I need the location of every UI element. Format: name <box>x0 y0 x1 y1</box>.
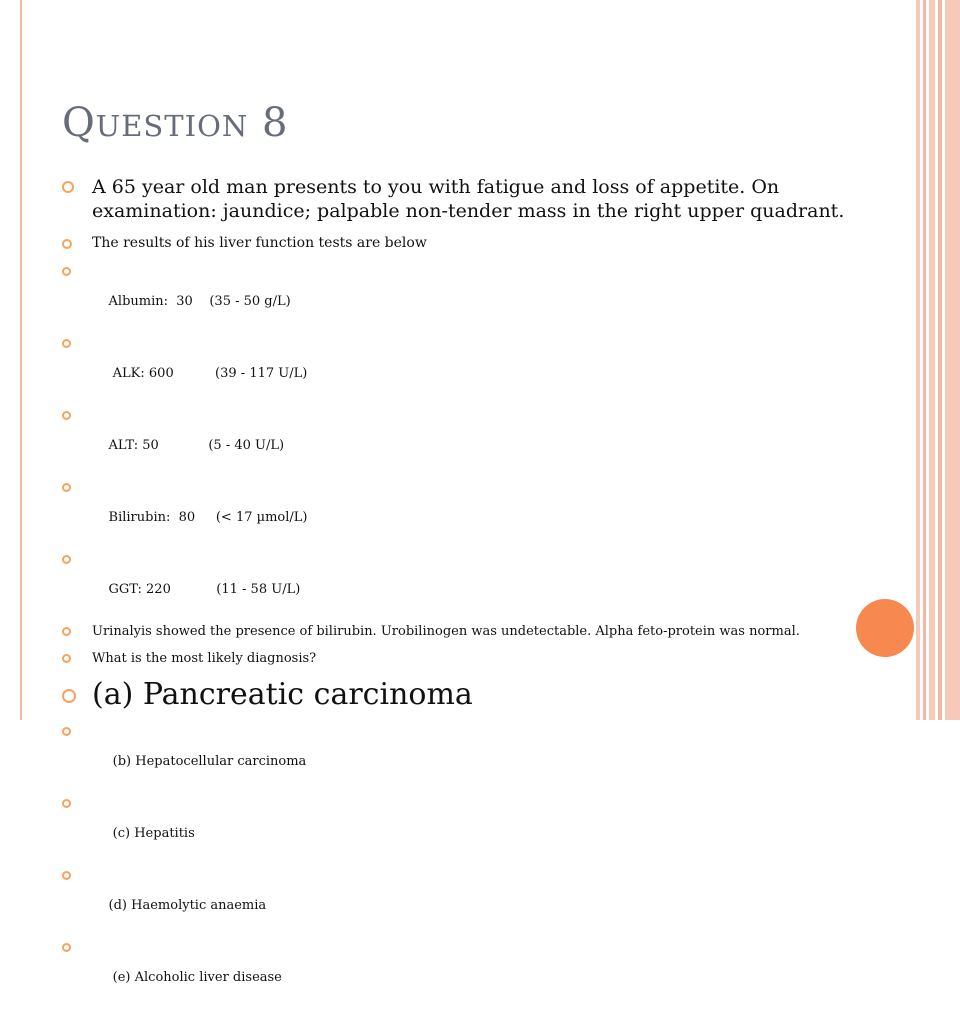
list-item-ggt <box>62 552 872 612</box>
item-text: The results of his liver function tests are below <box>92 235 427 251</box>
bullet-icon <box>62 654 71 663</box>
bullet-icon <box>62 555 71 564</box>
list-item-question <box>62 651 872 666</box>
title-first-letter: Q <box>62 100 96 146</box>
bullet-icon <box>62 239 72 249</box>
bullet-icon <box>62 627 71 636</box>
list-item-lft-intro <box>62 235 872 252</box>
bullet-icon <box>62 267 71 276</box>
bullet-icon <box>62 339 71 348</box>
bullet-icon <box>62 483 71 492</box>
item-text: ALT: 50 (5 - 40 U/L) <box>108 438 285 453</box>
answer-option-e <box>62 940 872 1000</box>
list-item-bilirubin <box>62 480 872 540</box>
left-border <box>0 0 22 720</box>
answer-option-d <box>62 868 872 928</box>
title-number: 8 <box>261 100 289 146</box>
list-item-urinalysis <box>62 624 872 639</box>
list-item-case-description <box>62 175 872 223</box>
item-text: (a) Pancreatic carcinoma <box>92 677 473 712</box>
answer-option-c <box>62 796 872 856</box>
bullet-icon <box>62 181 74 193</box>
bullet-icon <box>62 411 71 420</box>
list-item-alt <box>62 408 872 468</box>
right-stripe-decoration <box>916 0 960 720</box>
item-text: (c) Hepatitis <box>108 826 195 841</box>
item-text: Albumin: 30 (35 - 50 g/L) <box>108 294 291 309</box>
item-text: (d) Haemolytic anaemia <box>108 898 267 913</box>
item-text: (b) Hepatocellular carcinoma <box>108 754 307 769</box>
item-text: ALK: 600 (39 - 117 U/L) <box>108 366 308 381</box>
slide-title <box>62 100 288 146</box>
bullet-icon <box>62 871 71 880</box>
item-text: A 65 year old man presents to you with fatigue and loss of appetite. On examination: jaundice; palpable non-tender mass in the right upper quadrant. <box>92 176 845 222</box>
bullet-icon <box>62 799 71 808</box>
answer-option-a <box>62 678 872 712</box>
accent-circle-decoration <box>856 599 914 657</box>
item-text: (e) Alcoholic liver disease <box>108 970 282 985</box>
bullet-icon <box>62 689 76 703</box>
item-text: GGT: 220 (11 - 58 U/L) <box>108 582 301 597</box>
item-text: Bilirubin: 80 (< 17 µmol/L) <box>108 510 308 525</box>
list-item-albumin <box>62 264 872 324</box>
answer-option-b <box>62 724 872 784</box>
item-text: What is the most likely diagnosis? <box>92 651 317 666</box>
item-text: Urinalyis showed the presence of bilirubin. Urobilinogen was undetectable. Alpha feto-protein was normal. <box>92 624 800 639</box>
bullet-icon <box>62 727 71 736</box>
title-word: UESTION <box>95 109 249 143</box>
question-list <box>62 175 872 1012</box>
list-item-alk <box>62 336 872 396</box>
bullet-icon <box>62 943 71 952</box>
